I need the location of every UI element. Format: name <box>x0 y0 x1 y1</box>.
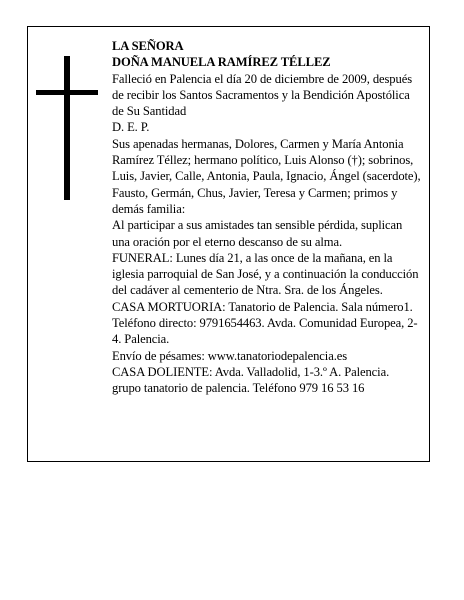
family-list: Sus apenadas hermanas, Dolores, Carmen y María Antonia Ramírez Téllez; hermano político, Luis Alonso (†); sobrinos, Luis, Javier, Calle, Antonia, Paula, Ignacio, Ángel (sacerdote), Fausto, Germán, Chus, Javier, Teresa y Carmen; primos y demás familia: <box>112 136 421 216</box>
latin-cross-icon <box>36 56 96 200</box>
mourning-house-details: CASA DOLIENTE: Avda. Valladolid, 1-3.º A. Palencia. <box>112 364 390 379</box>
cross-vertical-bar <box>64 56 70 200</box>
funeral-home-line: grupo tanatorio de palencia. Teléfono 979 16 53 16 <box>112 381 365 396</box>
cross-horizontal-bar <box>36 90 98 95</box>
condolences-line: Envío de pésames: www.tanatoriodepalencia.es <box>112 348 348 363</box>
deceased-name: DOÑA MANUELA RAMÍREZ TÉLLEZ <box>112 55 331 70</box>
dep-line: D. E. P. <box>112 120 150 135</box>
heading-title: LA SEÑORA <box>112 39 184 53</box>
mortuary-details: CASA MORTUORIA: Tanatorio de Palencia. Sala número1. Teléfono directo: 9791654463. Avda. Comunidad Europea, 2-4. Palencia. <box>112 299 418 347</box>
obituary-text <box>112 38 422 397</box>
prayer-request: Al participar a sus amistades tan sensible pérdida, suplican una oración por el eterno descanso de su alma. <box>112 218 403 249</box>
funeral-details: FUNERAL: Lunes día 21, a las once de la mañana, en la iglesia parroquial de San José, y a continuación la conducción del cadáver al cementerio de Ntra. Sra. de los Ángeles. <box>112 250 419 298</box>
death-statement: Falleció en Palencia el día 20 de diciembre de 2009, después de recibir los Santos Sacramentos y la Bendición Apostólica de Su Santidad <box>112 71 412 119</box>
